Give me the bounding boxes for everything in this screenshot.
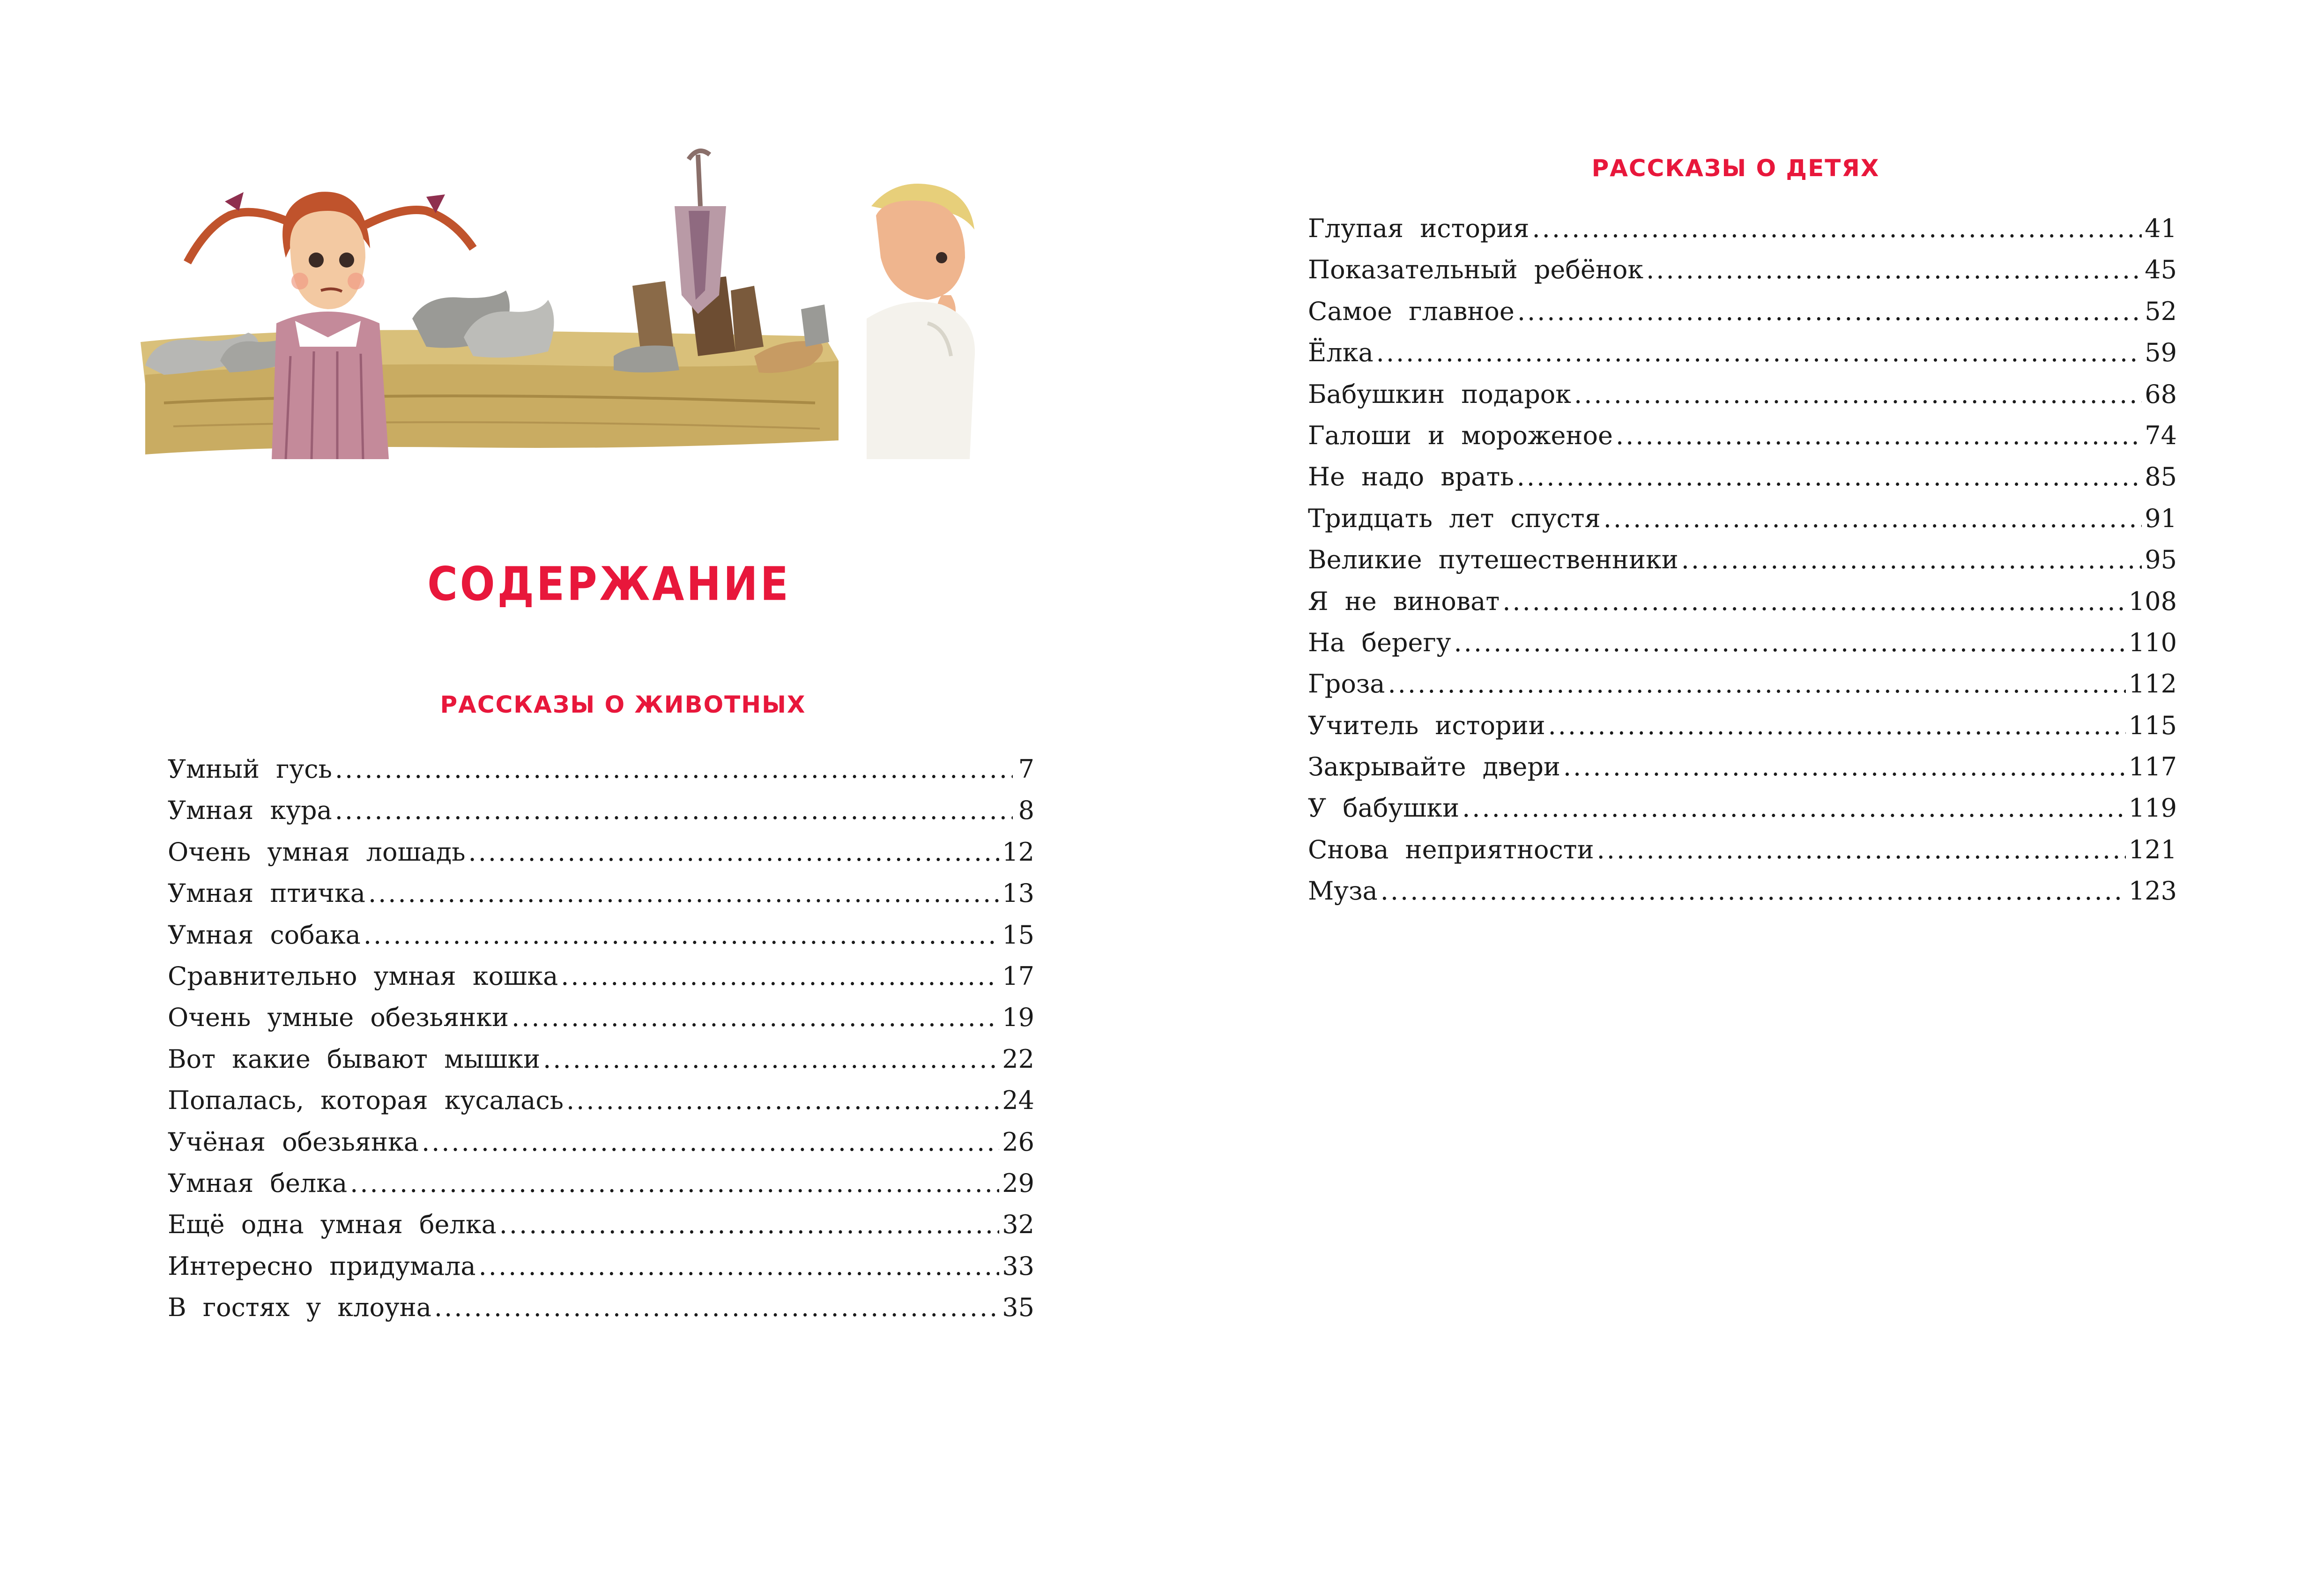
toc-entry[interactable] (1308, 628, 2177, 669)
page-title: СОДЕРЖАНИЕ (427, 557, 791, 611)
toc-entry[interactable] (1308, 421, 2177, 462)
toc-entry-title: Закрывайте двери (1308, 752, 1560, 782)
toc-entry-page: 68 (2145, 379, 2177, 409)
toc-entry[interactable] (1308, 214, 2177, 255)
toc-entry-title: Умная белка (168, 1168, 348, 1198)
toc-entry-page: 123 (2128, 876, 2177, 906)
toc-entry-page: 35 (1002, 1293, 1034, 1323)
toc-entry-page: 29 (1002, 1168, 1034, 1198)
toc-leader-dots (1381, 876, 2126, 906)
umbrella (675, 151, 726, 314)
toc-entry[interactable] (168, 920, 1034, 961)
toc-entry-page: 108 (2128, 586, 2177, 616)
toc-entry-page: 112 (2128, 669, 2177, 699)
toc-entry-page: 32 (1002, 1210, 1034, 1240)
toc-entry-title: Умная птичка (168, 878, 365, 908)
toc-entry-page: 74 (2145, 420, 2177, 450)
toc-entry-title: Ёлка (1308, 338, 1374, 368)
toc-entry-title: Я не виноват (1308, 586, 1500, 616)
boy (867, 184, 975, 459)
toc-leader-dots (1681, 545, 2142, 574)
toc-entry-title: Вот какие бывают мышки (168, 1044, 541, 1074)
toc-entry-page: 85 (2145, 462, 2177, 492)
toc-entry-title: Ещё одна умная белка (168, 1210, 497, 1240)
toc-entry-title: Снова неприятности (1308, 834, 1594, 864)
toc-leader-dots (335, 796, 1013, 825)
toc-entry[interactable] (1308, 462, 2177, 503)
toc-entry-title: Глупая история (1308, 214, 1530, 243)
toc-leader-dots (1604, 504, 2142, 533)
toc-list-children (1308, 214, 2177, 918)
toc-entry[interactable] (1308, 793, 2177, 834)
toc-entry[interactable] (168, 796, 1034, 837)
toc-leader-dots (1517, 297, 2142, 326)
toc-leader-dots (1563, 752, 2126, 781)
toc-entry-title: В гостях у клоуна (168, 1293, 431, 1323)
toc-entry-page: 121 (2128, 834, 2177, 864)
toc-entry-page: 41 (2145, 214, 2177, 243)
toc-entry[interactable] (168, 1293, 1034, 1334)
toc-leader-dots (1388, 669, 2125, 699)
toc-leader-dots (1502, 587, 2126, 616)
toc-leader-dots (512, 1003, 999, 1032)
toc-entry-page: 110 (2128, 627, 2177, 657)
toc-entry[interactable] (1308, 752, 2177, 793)
toc-entry-title: Очень умные обезьянки (168, 1003, 509, 1033)
toc-entry-title: Бабушкин подарок (1308, 379, 1572, 409)
toc-entry[interactable] (1308, 545, 2177, 586)
toc-entry-page: 24 (1002, 1086, 1034, 1116)
toc-leader-dots (468, 837, 1000, 867)
toc-leader-dots (1532, 214, 2142, 243)
toc-entry-page: 33 (1002, 1251, 1034, 1281)
toc-entry-page: 59 (2145, 338, 2177, 368)
section-heading-children: РАССКАЗЫ О ДЕТЯХ (1591, 155, 1880, 182)
toc-entry-title: Показательный ребёнок (1308, 255, 1644, 285)
toc-entry[interactable] (168, 754, 1034, 796)
toc-leader-dots (434, 1293, 999, 1322)
toc-entry-title: Сравнительно умная кошка (168, 961, 558, 991)
toc-leader-dots (1454, 628, 2126, 657)
toc-leader-dots (422, 1127, 999, 1157)
toc-leader-dots (335, 754, 1013, 784)
toc-entry-title: Гроза (1308, 669, 1385, 699)
toc-entry-title: Умный гусь (168, 754, 332, 784)
toc-entry-title: Учитель истории (1308, 710, 1545, 740)
toc-list-animals (168, 754, 1034, 1334)
toc-entry-title: Муза (1308, 876, 1378, 906)
toc-leader-dots (1462, 793, 2126, 823)
toc-leader-dots (1376, 338, 2142, 367)
toc-entry[interactable] (1308, 835, 2177, 876)
toc-entry[interactable] (1308, 297, 2177, 338)
toc-leader-dots (499, 1210, 1000, 1239)
toc-leader-dots (1646, 255, 2142, 284)
toc-entry-page: 13 (1002, 878, 1034, 908)
toc-entry-page: 15 (1002, 920, 1034, 950)
toc-entry-page: 17 (1002, 961, 1034, 991)
toc-leader-dots (561, 961, 999, 991)
toc-entry-title: Учёная обезьянка (168, 1127, 419, 1157)
toc-leader-dots (368, 878, 999, 908)
toc-entry-title: У бабушки (1308, 793, 1460, 823)
toc-entry-page: 22 (1002, 1044, 1034, 1074)
toc-leader-dots (1548, 711, 2126, 740)
toc-entry[interactable] (1308, 338, 2177, 379)
toc-entry[interactable] (168, 878, 1034, 920)
toc-entry-page: 45 (2145, 255, 2177, 285)
toc-entry-title: Самое главное (1308, 296, 1515, 326)
toc-entry-page: 8 (1018, 796, 1034, 826)
toc-entry-title: Умная собака (168, 920, 361, 950)
toc-leader-dots (1517, 462, 2142, 491)
toc-entry-title: Очень умная лошадь (168, 837, 466, 867)
toc-entry-page: 117 (2128, 752, 2177, 782)
toc-entry-title: Умная кура (168, 796, 332, 826)
toc-entry-page: 115 (2128, 710, 2177, 740)
toc-leader-dots (350, 1168, 999, 1198)
toc-entry[interactable] (168, 1086, 1034, 1127)
section-heading-animals: РАССКАЗЫ О ЖИВОТНЫХ (440, 691, 806, 718)
toc-entry-page: 52 (2145, 296, 2177, 326)
toc-entry[interactable] (168, 1003, 1034, 1044)
toc-entry-title: На берегу (1308, 627, 1451, 657)
toc-entry[interactable] (1308, 379, 2177, 421)
toc-entry[interactable] (1308, 504, 2177, 545)
toc-entry[interactable] (1308, 587, 2177, 628)
toc-entry[interactable] (168, 837, 1034, 878)
toc-entry[interactable] (168, 1168, 1034, 1210)
toc-entry[interactable] (1308, 711, 2177, 752)
toc-entry-page: 12 (1002, 837, 1034, 867)
toc-entry[interactable] (168, 1210, 1034, 1251)
toc-entry-title: Великие путешественники (1308, 545, 1678, 575)
toc-entry[interactable] (168, 961, 1034, 1003)
toc-entry-page: 95 (2145, 545, 2177, 575)
toc-entry-page: 19 (1002, 1003, 1034, 1033)
toc-entry-page: 7 (1018, 754, 1034, 784)
toc-leader-dots (1574, 379, 2142, 409)
toc-entry-title: Тридцать лет спустя (1308, 503, 1601, 533)
toc-entry[interactable] (1308, 876, 2177, 917)
toc-leader-dots (543, 1044, 999, 1074)
toc-entry-page: 119 (2128, 793, 2177, 823)
toc-entry[interactable] (1308, 669, 2177, 710)
toc-leader-dots (1616, 421, 2142, 450)
toc-entry[interactable] (168, 1127, 1034, 1168)
toc-leader-dots (364, 920, 999, 950)
toc-entry[interactable] (168, 1251, 1034, 1293)
toc-entry-title: Не надо врать (1308, 462, 1514, 492)
toc-leader-dots (479, 1251, 1000, 1281)
toc-entry-page: 91 (2145, 503, 2177, 533)
toc-entry[interactable] (168, 1044, 1034, 1086)
toc-entry[interactable] (1308, 255, 2177, 296)
illustration-children-with-shoes (136, 141, 1049, 459)
toc-leader-dots (566, 1086, 999, 1115)
toc-entry-title: Галоши и мороженое (1308, 420, 1613, 450)
toc-leader-dots (1597, 835, 2126, 864)
toc-entry-page: 26 (1002, 1127, 1034, 1157)
toc-entry-title: Интересно придумала (168, 1251, 476, 1281)
toc-entry-title: Попалась, которая кусалась (168, 1086, 564, 1116)
